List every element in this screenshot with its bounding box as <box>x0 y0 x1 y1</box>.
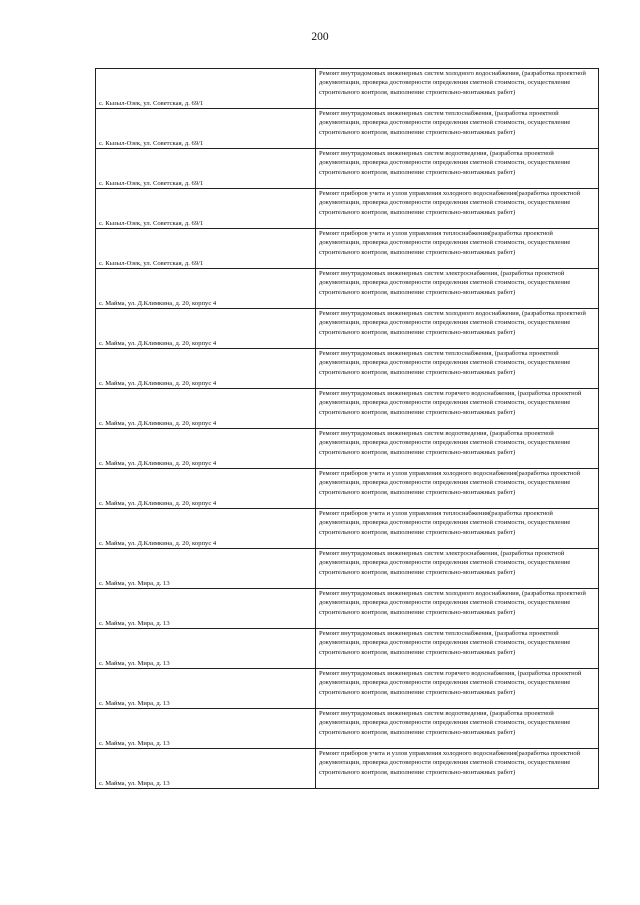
address-cell: с. Майма, ул. Мира, д. 13 <box>96 749 316 789</box>
address-cell: с. Кызыл-Озек, ул. Советская, д. 69/1 <box>96 149 316 189</box>
address-cell: с. Майма, ул. Мира, д. 13 <box>96 549 316 589</box>
work-description-cell: Ремонт внутридомовых инженерных систем холодного водоснабжения, (разработка проектной документации, проверка достоверности определения сметной стоимости, осуществление строительного контроля, выполнение строительно-монтажных работ) <box>316 589 599 629</box>
address-cell: с. Майма, ул. Мира, д. 13 <box>96 589 316 629</box>
address-cell: с. Майма, ул. Мира, д. 13 <box>96 669 316 709</box>
address-cell: с. Майма, ул. Д.Климкина, д. 20, корпус 4 <box>96 269 316 309</box>
address-cell: с. Кызыл-Озек, ул. Советская, д. 69/1 <box>96 189 316 229</box>
work-description-cell: Ремонт внутридомовых инженерных систем теплоснабжения, (разработка проектной документации, проверка достоверности определения сметной стоимости, осуществление строительного контроля, выполнение строительно-монтажных работ) <box>316 629 599 669</box>
table-row <box>96 549 599 589</box>
table-row <box>96 589 599 629</box>
works-table-body <box>96 69 599 789</box>
work-description-cell: Ремонт внутридомовых инженерных систем холодного водоснабжения, (разработка проектной документации, проверка достоверности определения сметной стоимости, осуществление строительного контроля, выполнение строительно-монтажных работ) <box>316 309 599 349</box>
table-row <box>96 749 599 789</box>
table-row <box>96 709 599 749</box>
address-cell: с. Майма, ул. Д.Климкина, д. 20, корпус 4 <box>96 389 316 429</box>
table-row <box>96 669 599 709</box>
work-description-cell: Ремонт приборов учета и узлов управления холодного водоснабжения(разработка проектной документации, проверка достоверности определения сметной стоимости, осуществление строительного контроля, выполнение строительно-монтажных работ) <box>316 749 599 789</box>
work-description-cell: Ремонт приборов учета и узлов управления теплоснабжения(разработка проектной документации, проверка достоверности определения сметной стоимости, осуществление строительного контроля, выполнение строительно-монтажных работ) <box>316 509 599 549</box>
work-description-cell: Ремонт внутридомовых инженерных систем водоотведения, (разработка проектной документации, проверка достоверности определения сметной стоимости, осуществление строительного контроля, выполнение строительно-монтажных работ) <box>316 429 599 469</box>
address-cell: с. Кызыл-Озек, ул. Советская, д. 69/1 <box>96 109 316 149</box>
table-row <box>96 429 599 469</box>
table-row <box>96 229 599 269</box>
table-row <box>96 149 599 189</box>
table-row <box>96 269 599 309</box>
address-cell: с. Кызыл-Озек, ул. Советская, д. 69/1 <box>96 69 316 109</box>
table-row <box>96 389 599 429</box>
address-cell: с. Майма, ул. Мира, д. 13 <box>96 709 316 749</box>
table-row <box>96 469 599 509</box>
table-row <box>96 309 599 349</box>
work-description-cell: Ремонт внутридомовых инженерных систем горячего водоснабжения, (разработка проектной документации, проверка достоверности определения сметной стоимости, осуществление строительного контроля, выполнение строительно-монтажных работ) <box>316 389 599 429</box>
address-cell: с. Майма, ул. Мира, д. 13 <box>96 629 316 669</box>
work-description-cell: Ремонт внутридомовых инженерных систем горячего водоснабжения, (разработка проектной документации, проверка достоверности определения сметной стоимости, осуществление строительного контроля, выполнение строительно-монтажных работ) <box>316 669 599 709</box>
page-number: 200 <box>311 31 329 43</box>
work-description-cell: Ремонт внутридомовых инженерных систем электроснабжения, (разработка проектной документации, проверка достоверности определения сметной стоимости, осуществление строительного контроля, выполнение строительно-монтажных работ) <box>316 269 599 309</box>
work-description-cell: Ремонт приборов учета и узлов управления холодного водоснабжения(разработка проектной документации, проверка достоверности определения сметной стоимости, осуществление строительного контроля, выполнение строительно-монтажных работ) <box>316 189 599 229</box>
address-cell: с. Кызыл-Озек, ул. Советская, д. 69/1 <box>96 229 316 269</box>
works-table <box>95 68 599 789</box>
address-cell: с. Майма, ул. Д.Климкина, д. 20, корпус 4 <box>96 509 316 549</box>
address-cell: с. Майма, ул. Д.Климкина, д. 20, корпус 4 <box>96 429 316 469</box>
work-description-cell: Ремонт внутридомовых инженерных систем электроснабжения, (разработка проектной документации, проверка достоверности определения сметной стоимости, осуществление строительного контроля, выполнение строительно-монтажных работ) <box>316 549 599 589</box>
table-row <box>96 189 599 229</box>
table-row <box>96 629 599 669</box>
work-description-cell: Ремонт приборов учета и узлов управления теплоснабжения(разработка проектной документации, проверка достоверности определения сметной стоимости, осуществление строительного контроля, выполнение строительно-монтажных работ) <box>316 229 599 269</box>
work-description-cell: Ремонт внутридомовых инженерных систем водоотведения, (разработка проектной документации, проверка достоверности определения сметной стоимости, осуществление строительного контроля, выполнение строительно-монтажных работ) <box>316 709 599 749</box>
address-cell: с. Майма, ул. Д.Климкина, д. 20, корпус 4 <box>96 469 316 509</box>
work-description-cell: Ремонт внутридомовых инженерных систем холодного водоснабжения, (разработка проектной документации, проверка достоверности определения сметной стоимости, осуществление строительного контроля, выполнение строительно-монтажных работ) <box>316 69 599 109</box>
table-row <box>96 109 599 149</box>
table-row <box>96 69 599 109</box>
work-description-cell: Ремонт внутридомовых инженерных систем теплоснабжения, (разработка проектной документации, проверка достоверности определения сметной стоимости, осуществление строительного контроля, выполнение строительно-монтажных работ) <box>316 109 599 149</box>
work-description-cell: Ремонт приборов учета и узлов управления холодного водоснабжения(разработка проектной документации, проверка достоверности определения сметной стоимости, осуществление строительного контроля, выполнение строительно-монтажных работ) <box>316 469 599 509</box>
table-row <box>96 349 599 389</box>
address-cell: с. Майма, ул. Д.Климкина, д. 20, корпус 4 <box>96 309 316 349</box>
work-description-cell: Ремонт внутридомовых инженерных систем водоотведения, (разработка проектной документации, проверка достоверности определения сметной стоимости, осуществление строительного контроля, выполнение строительно-монтажных работ) <box>316 149 599 189</box>
table-row <box>96 509 599 549</box>
address-cell: с. Майма, ул. Д.Климкина, д. 20, корпус 4 <box>96 349 316 389</box>
work-description-cell: Ремонт внутридомовых инженерных систем теплоснабжения, (разработка проектной документации, проверка достоверности определения сметной стоимости, осуществление строительного контроля, выполнение строительно-монтажных работ) <box>316 349 599 389</box>
